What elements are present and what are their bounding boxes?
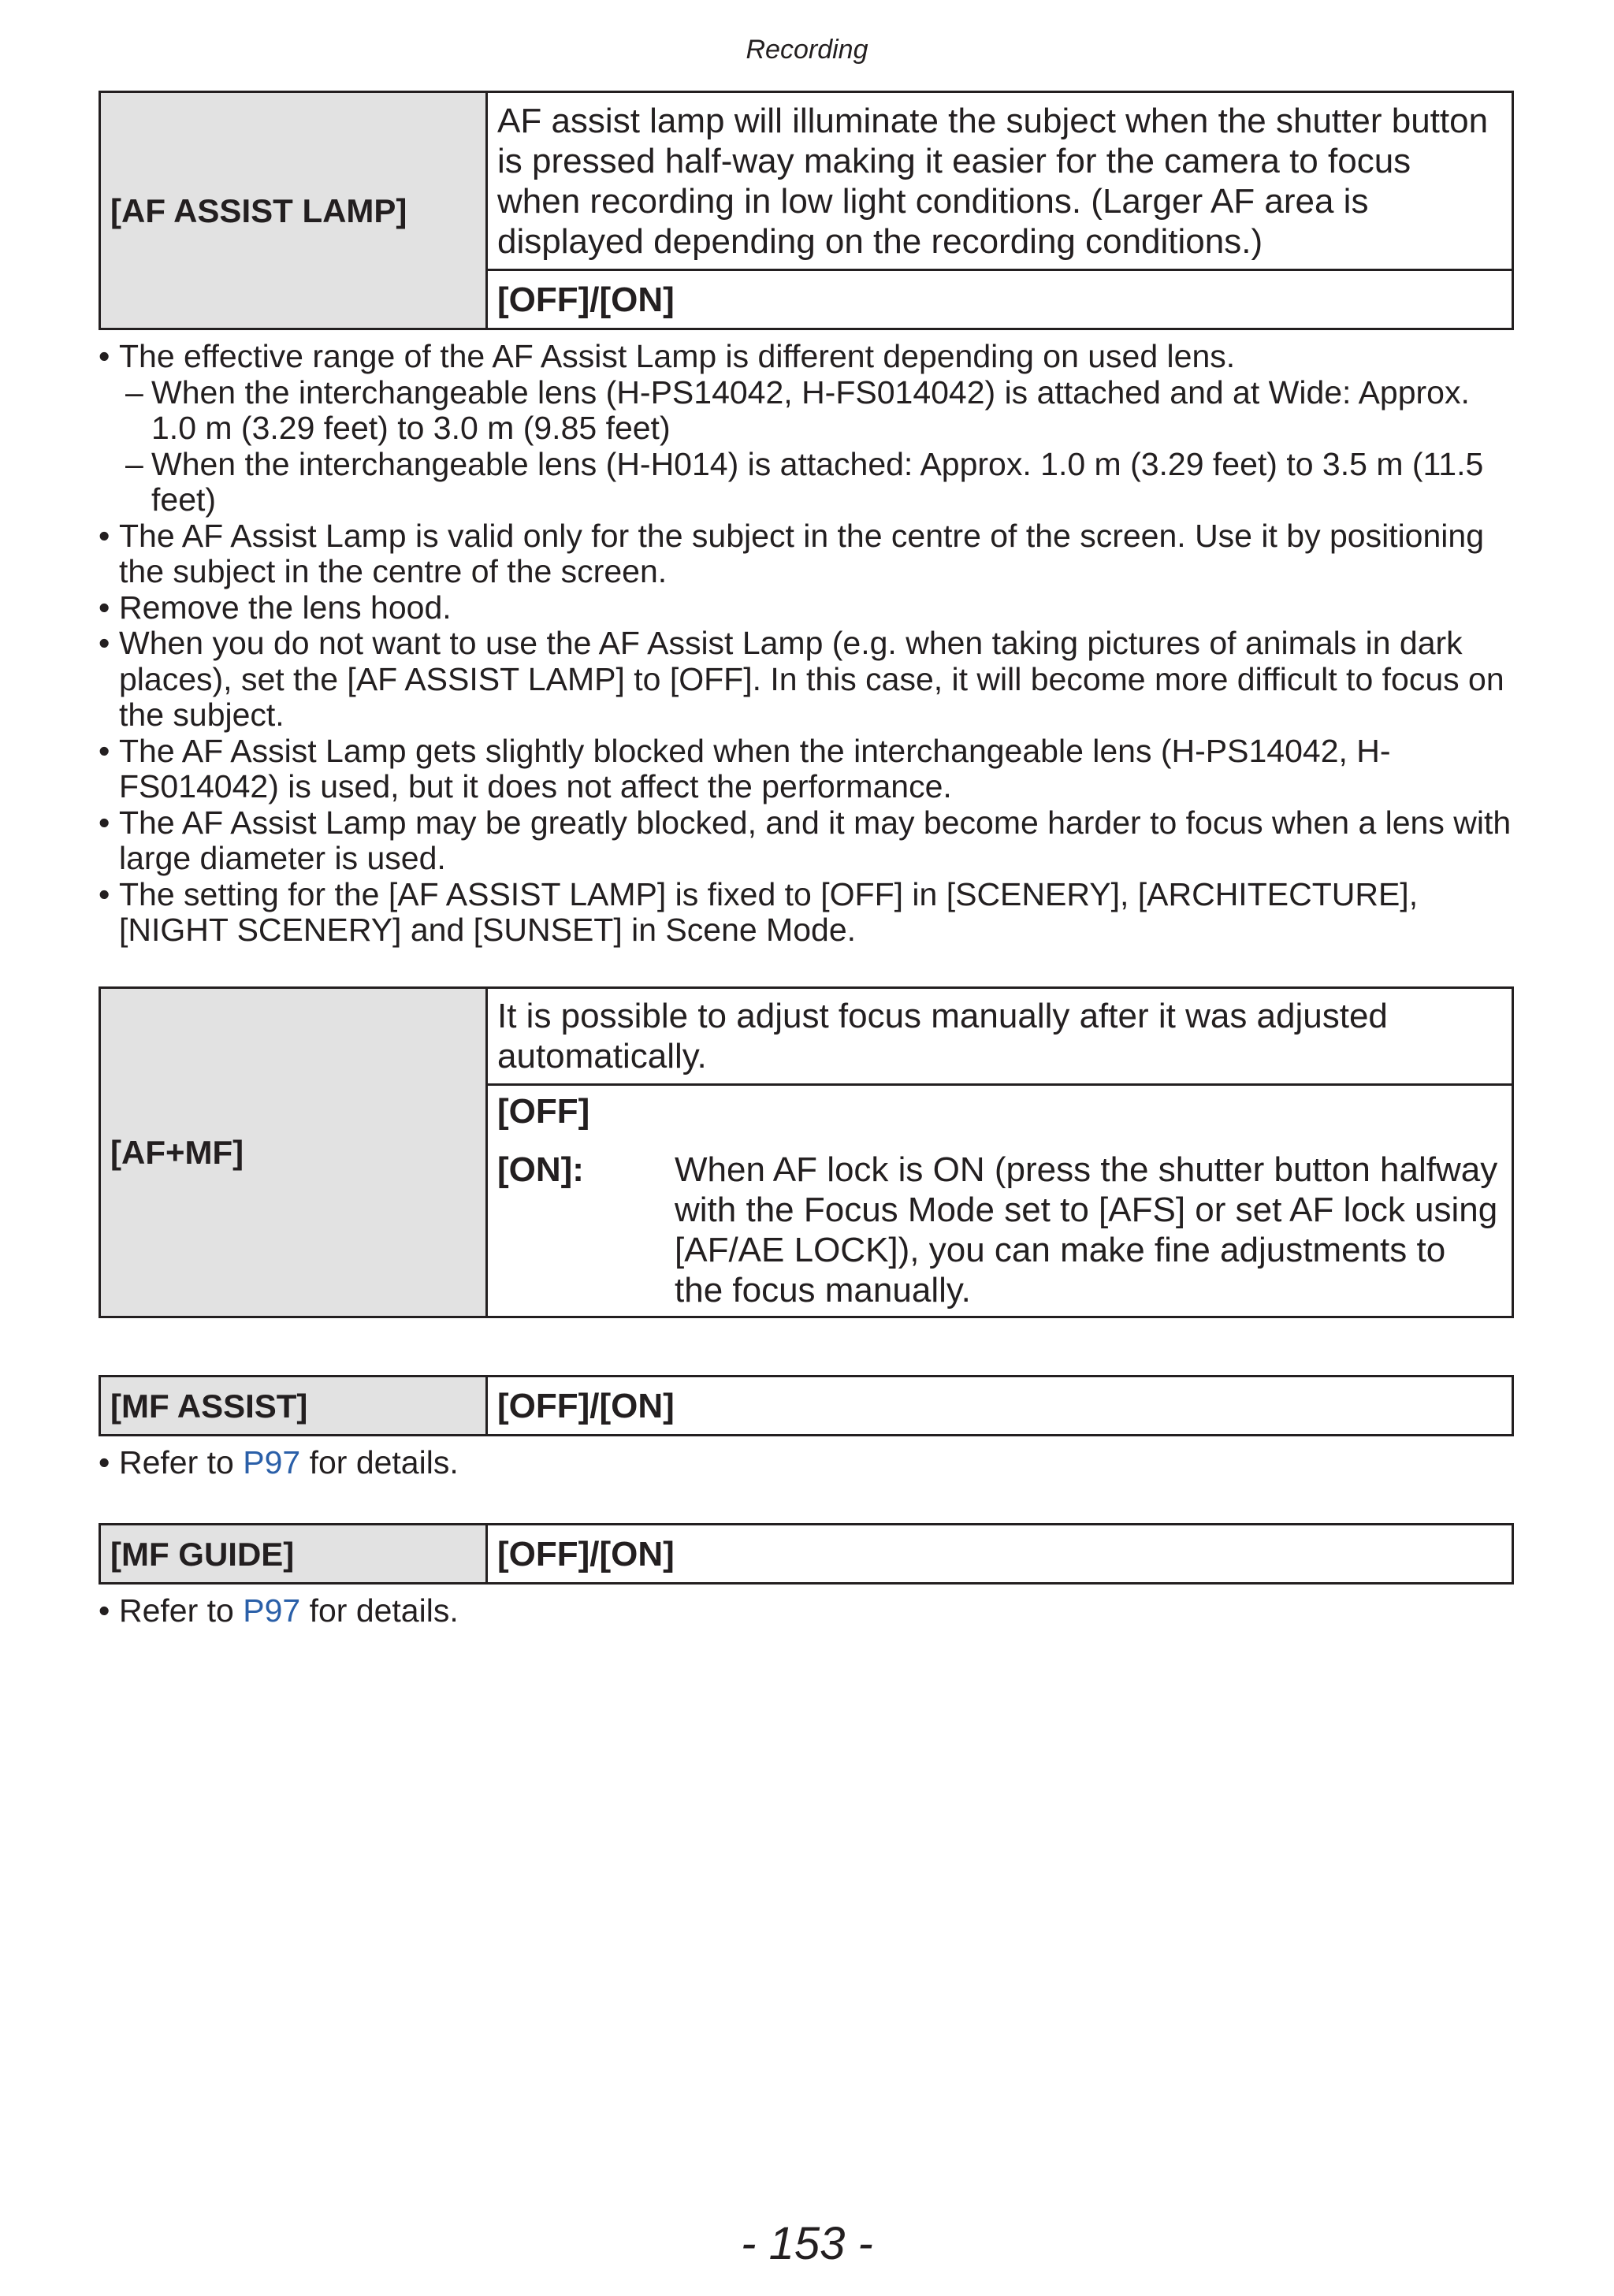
page-header-section: Recording <box>746 35 868 65</box>
note-item: • The effective range of the AF Assist Lamp is different depending on used lens. <box>99 338 1236 374</box>
mf-guide-options: [OFF]/[ON] <box>487 1525 1513 1584</box>
note-item: • The AF Assist Lamp is valid only for the subject in the centre of the screen. Use it by positioning the subject in the centre of the screen. <box>99 517 1484 589</box>
mf-guide-name: [MF GUIDE] <box>100 1525 487 1584</box>
af-mf-on-option <box>497 1150 1502 1310</box>
af-assist-lamp-options: [OFF]/[ON] <box>487 270 1513 329</box>
af-assist-lamp-notes <box>99 339 1514 949</box>
af-mf-on-description: When AF lock is ON (press the shutter button halfway with the Focus Mode set to [AFS] or set AF lock using [AF/AE LOCK]), you can make fine adjustments to the focus manually. <box>675 1150 1498 1310</box>
af-mf-off-option: [OFF] <box>497 1092 590 1131</box>
note-item: • Remove the lens hood. <box>99 589 452 626</box>
af-mf-name: [AF+MF] <box>100 988 487 1317</box>
af-mf-description: It is possible to adjust focus manually after it was adjusted automatically. <box>487 988 1513 1085</box>
af-assist-lamp-description: AF assist lamp will illuminate the subject when the shutter button is pressed half-way making it easier for the camera to focus when recording in low light conditions. (Larger AF area is displayed depending on the recording conditions.) <box>487 92 1513 270</box>
mf-assist-options: [OFF]/[ON] <box>487 1376 1513 1436</box>
page-number: - 153 - <box>741 2218 873 2269</box>
page-link[interactable]: P97 <box>243 1592 301 1629</box>
note-item: • When you do not want to use the AF Assist Lamp (e.g. when taking pictures of animals in dark places), set the [AF ASSIST LAMP] to [OFF]. In this case, it will become more difficult to focus on the subject. <box>99 625 1504 733</box>
af-mf-options <box>487 1085 1513 1317</box>
mf-guide-notes <box>99 1593 1514 1629</box>
mf-guide-table <box>99 1523 1514 1585</box>
af-assist-lamp-table <box>99 91 1514 330</box>
af-mf-on-label: [ON]: <box>497 1150 584 1189</box>
sub-note-item: – When the interchangeable lens (H-H014) is attached: Approx. 1.0 m (3.29 feet) to 3.5 m (11.5 feet) <box>125 445 1484 518</box>
note-item: • The setting for the [AF ASSIST LAMP] is fixed to [OFF] in [SCENERY], [ARCHITECTURE], [NIGHT SCENERY] and [SUNSET] in Scene Mode. <box>99 875 1419 948</box>
note-item: • Refer to P97 for details. <box>99 1444 459 1481</box>
mf-assist-table <box>99 1375 1514 1436</box>
af-assist-lamp-name: [AF ASSIST LAMP] <box>100 92 487 329</box>
mf-assist-notes <box>99 1445 1514 1481</box>
page-link[interactable]: P97 <box>243 1444 301 1481</box>
note-item: • The AF Assist Lamp gets slightly blocked when the interchangeable lens (H-PS14042, H-FS014042) is used, but it does not affect the performance. <box>99 732 1391 804</box>
sub-note-item: – When the interchangeable lens (H-PS14042, H-FS014042) is attached and at Wide: Approx. 1.0 m (3.29 feet) to 3.0 m (9.85 feet) <box>125 373 1470 446</box>
af-mf-table <box>99 986 1514 1318</box>
mf-assist-name: [MF ASSIST] <box>100 1376 487 1436</box>
note-item: • Refer to P97 for details. <box>99 1592 459 1629</box>
note-item: • The AF Assist Lamp may be greatly blocked, and it may become harder to focus when a lens with large diameter is used. <box>99 804 1512 876</box>
